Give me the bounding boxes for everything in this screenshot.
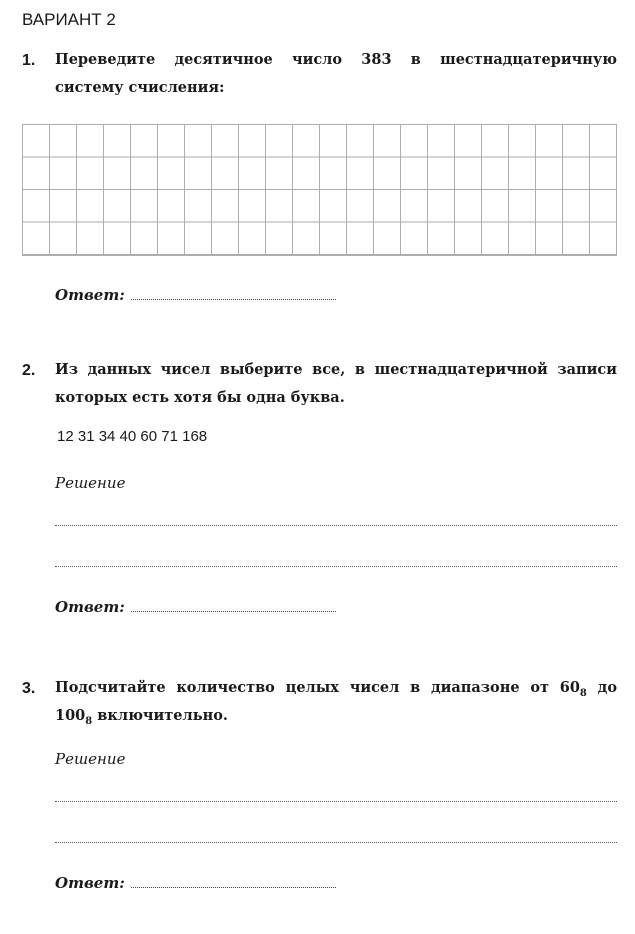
answer-label: Ответ: [55, 598, 125, 616]
solution-label: Решение [55, 474, 126, 492]
task-1-number: 1. [22, 52, 36, 69]
answer-label: Ответ: [55, 874, 125, 892]
task-2-number: 2. [22, 362, 36, 379]
answer-blank[interactable] [131, 887, 336, 888]
solution-line[interactable] [55, 801, 617, 802]
task-2-text-line2: которых есть хотя бы одна буква. [55, 389, 345, 406]
task-3-number: 3. [22, 680, 36, 697]
task-2-numbers: 12 31 34 40 60 71 168 [57, 428, 208, 445]
task-1-text-line2: систему счисления: [55, 79, 225, 96]
solution-label: Решение [55, 750, 126, 768]
solution-line[interactable] [55, 566, 617, 567]
task-3-text-line1: Подсчитайте количество целых чисел в диапазоне от $60_8$ до [55, 679, 617, 699]
answer-blank[interactable] [131, 611, 336, 612]
task-2-answer[interactable] [55, 598, 336, 616]
task-1-work-grid[interactable] [22, 124, 617, 256]
task-3-answer[interactable] [55, 874, 336, 892]
task-2-text-line1: Из данных чисел выберите все, в шестнадцатеричной записи [55, 361, 617, 378]
solution-line[interactable] [55, 842, 617, 843]
solution-line[interactable] [55, 525, 617, 526]
answer-label: Ответ: [55, 286, 125, 304]
answer-blank[interactable] [131, 299, 336, 300]
task-1-text-line1: Переведите десятичное число 383 в шестнадцатеричную [55, 51, 617, 68]
task-3-text-line2: $100_8$ включительно. [55, 707, 228, 727]
variant-title: ВАРИАНТ 2 [22, 10, 116, 29]
task-1-answer[interactable] [55, 286, 336, 304]
